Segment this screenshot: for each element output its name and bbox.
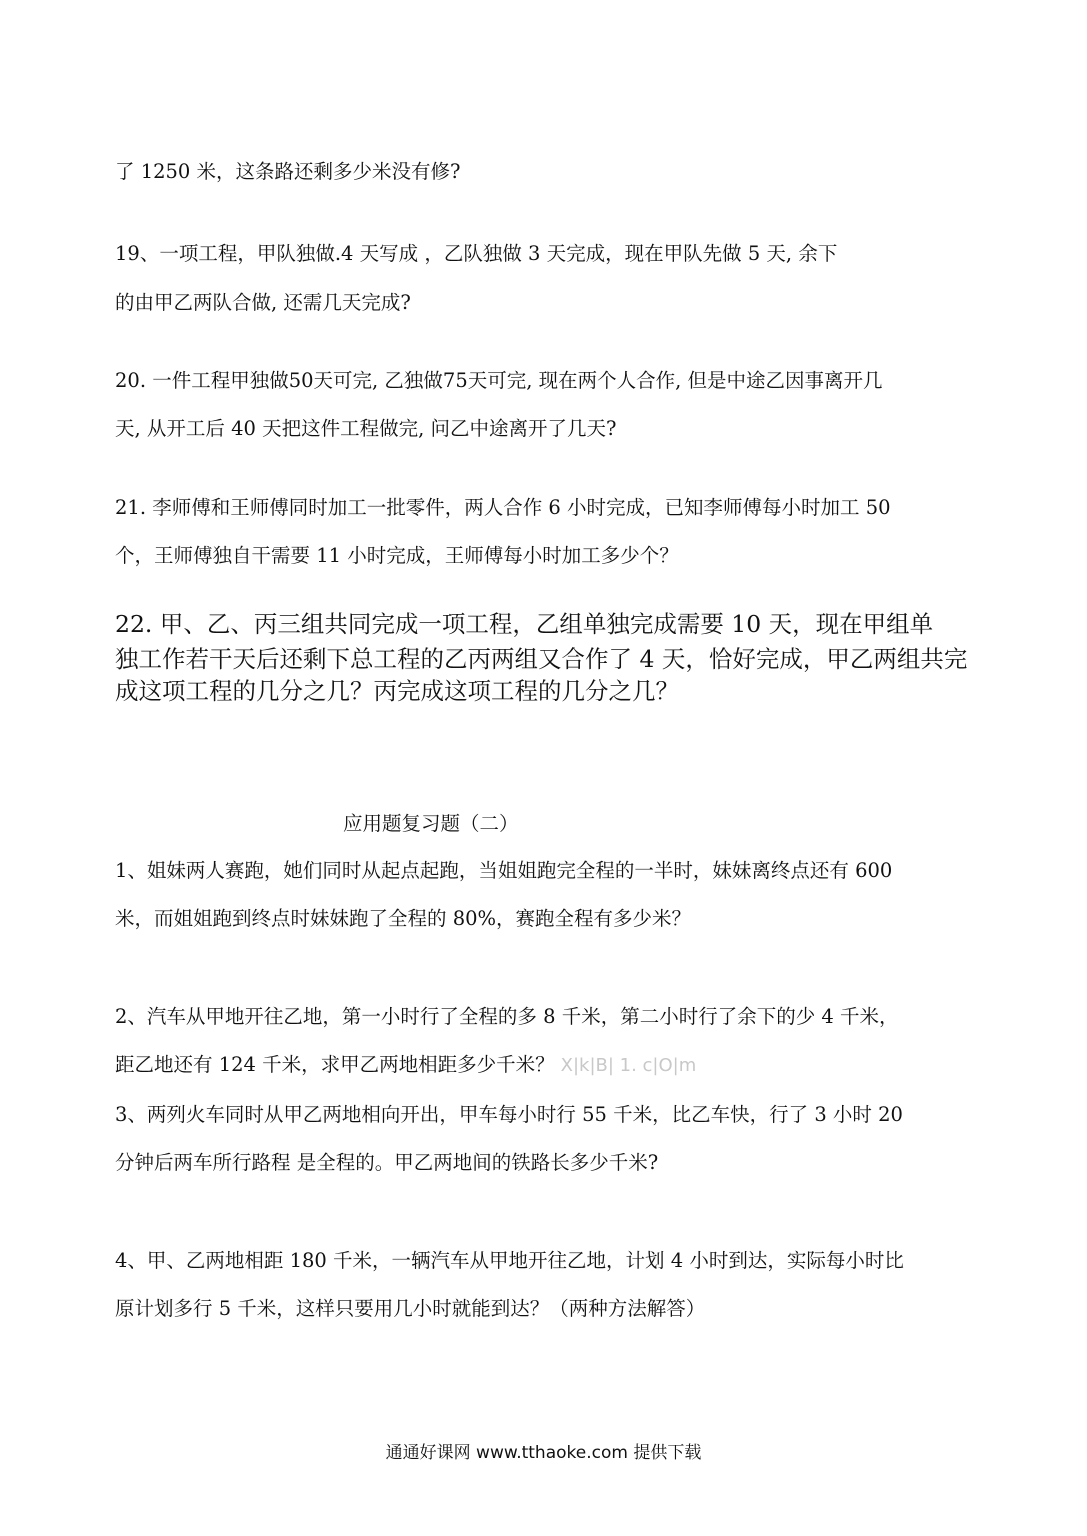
question-21-line-2: 个，王师傅独自干需要 11 小时完成，王师傅每小时加工多少个？ (115, 544, 679, 567)
question-19-line-1: 19、一项工程，甲队独做.4 天写成 ，乙队独做 3 天完成，现在甲队先做 5 天, 余下 (115, 242, 838, 265)
question-22-line-2: 独工作若干天后还剩下总工程的乙丙两组又合作了 4 天，恰好完成，甲乙两组共完 (115, 645, 968, 673)
question-19-line-2: 的由甲乙两队合做, 还需几天完成? (115, 291, 411, 314)
question-20-line-2: 天, 从开工后 40 天把这件工程做完, 问乙中途离开了几天? (115, 417, 617, 440)
watermark: X|k|B| 1. c|O|m (560, 1055, 697, 1076)
problem-3-line-1: 3、两列火车同时从甲乙两地相向开出，甲车每小时行 55 千米，比乙车快，行了 3 小时 20 (115, 1103, 903, 1126)
question-22-line-1: 22. 甲、乙、丙三组共同完成一项工程，乙组单独完成需要 10 天，现在甲组单 (115, 610, 934, 638)
question-20-line-1: 20. 一件工程甲独做50天可完, 乙独做75天可完, 现在两个人合作, 但是中途乙因事离开几 (115, 369, 883, 392)
section-title: 应用题复习题（二） (343, 812, 519, 835)
problem-2-line-1: 2、汽车从甲地开往乙地，第一小时行了全程的多 8 千米，第二小时行了余下的少 4 千米， (115, 1005, 899, 1028)
problem-1-line-2: 米，而姐姐跑到终点时妹妹跑了全程的 80%，赛跑全程有多少米？ (115, 907, 692, 930)
problem-3-line-2: 分钟后两车所行路程 是全程的。甲乙两地间的铁路长多少千米? (115, 1151, 659, 1174)
question-21-line-1: 21. 李师傅和王师傅同时加工一批零件，两人合作 6 小时完成，已知李师傅每小时加工 50 (115, 496, 891, 519)
problem-2-text: 距乙地还有 124 千米，求甲乙两地相距多少千米？ (115, 1053, 555, 1076)
text-line: 了 1250 米，这条路还剩多少米没有修? (115, 160, 461, 183)
question-22-line-3: 成这项工程的几分之几？丙完成这项工程的几分之几？ (115, 677, 679, 705)
footer-credit: 通通好课网 www.tthaoke.com 提供下载 (385, 1443, 702, 1463)
problem-4-line-1: 4、甲、乙两地相距 180 千米，一辆汽车从甲地开往乙地，计划 4 小时到达，实际每小时比 (115, 1249, 904, 1272)
problem-2-line-2 (115, 1055, 696, 1075)
problem-4-line-2: 原计划多行 5 千米，这样只要用几小时就能到达？（两种方法解答） (115, 1297, 706, 1320)
problem-1-line-1: 1、姐妹两人赛跑，她们同时从起点起跑，当姐姐跑完全程的一半时，妹妹离终点还有 600 (115, 859, 893, 882)
